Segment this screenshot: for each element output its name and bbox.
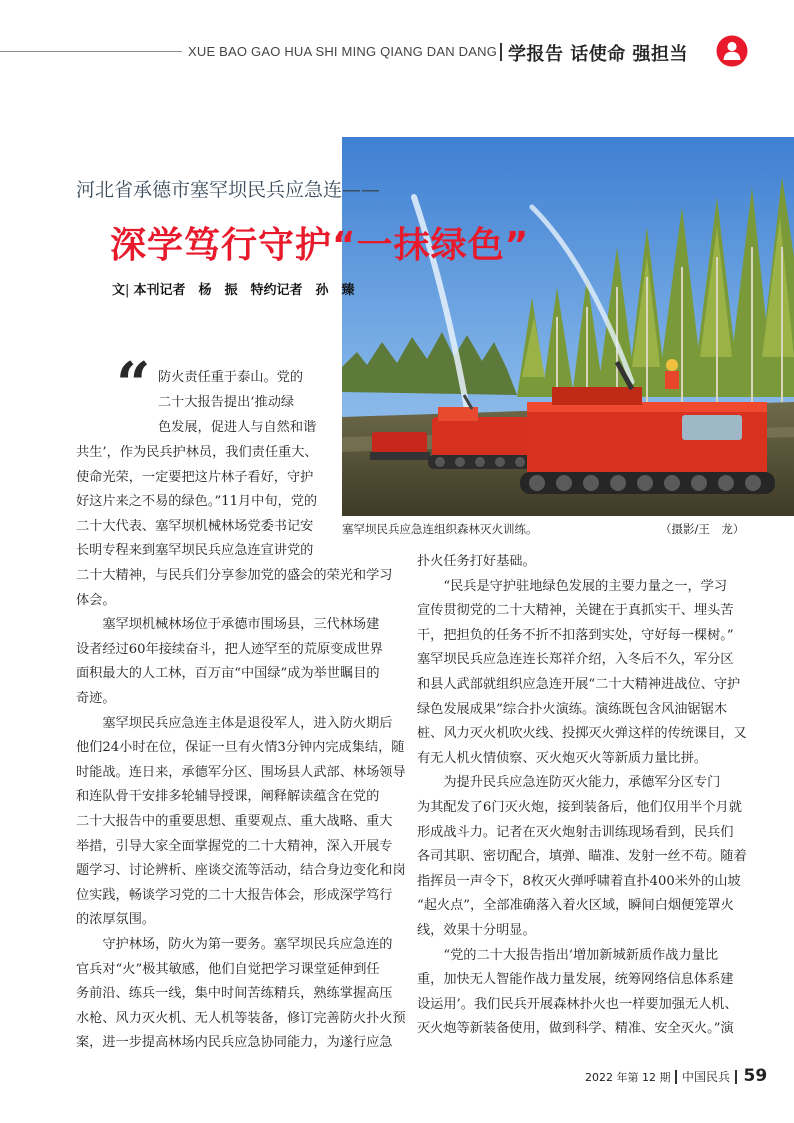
- paragraph-line: 设运用’。我们民兵开展森林扑火也一样要加强无人机、: [417, 996, 738, 1012]
- header-separator: [500, 43, 502, 61]
- paragraph-line: 桩、风力灭火机吹火线、投掷灭火弹这样的传统课目，又: [417, 726, 747, 742]
- paragraph-line: 的浓厚氛围。: [76, 912, 156, 928]
- paragraph-line: 举措，引导大家全面掌握党的二十大精神，深入开展专: [76, 838, 393, 854]
- paragraph-line: 水枪、风力灭火机、无人机等装备，修订完善防火扑火预: [76, 1010, 406, 1026]
- paragraph-line: “民兵是守护驻地绿色发展的主要力量之一，学习: [417, 578, 728, 594]
- paragraph-line: 塞罕坝民兵应急连主体是退役军人，进入防火期后: [76, 715, 393, 731]
- paragraph-line: 位实践，畅谈学习党的二十大报告体会，形成深学笃行: [76, 887, 393, 903]
- article-byline: [112, 279, 355, 298]
- paragraph-line: 塞罕坝机械林场位于承德市围场县，三代林场建: [76, 617, 380, 633]
- paragraph-line: 防火责任重于泰山。党的: [158, 370, 304, 385]
- header-chinese: 学报告 话使命 强担当: [508, 44, 689, 65]
- byline-prefix: 文: [112, 283, 126, 298]
- paragraph-line: 为提升民兵应急连防灭火能力，承德军分区专门: [417, 775, 721, 791]
- paragraph-line: 守护林场，防火为第一要务。塞罕坝民兵应急连的: [76, 937, 393, 952]
- photo-credit: （摄影/王 龙）: [660, 522, 745, 536]
- byline-bar: |: [125, 283, 134, 298]
- paragraph-line: 灭火炮等新装备使用，做到科学、精准、安全灭火。”演: [417, 1021, 734, 1037]
- paragraph-line: 各司其职、密切配合，填弹、瞄准、发射一丝不苟。随着: [417, 849, 747, 865]
- footer-separator: [735, 1070, 737, 1084]
- person-badge-icon: [716, 35, 748, 67]
- paragraph-line: 干，把担负的任务不折不扣落到实处，守好每一棵树。”: [417, 627, 734, 643]
- issue-number: 2022 年第 12 期: [585, 1071, 671, 1084]
- paragraph-line: 二十大报告中的重要思想、重要观点、重大战略、重大: [76, 814, 393, 829]
- paragraph-line: 二十大精神，与民兵们分享参加党的盛会的荣光和学习: [76, 568, 393, 583]
- page-footer: [585, 1066, 767, 1086]
- page-number: 59: [743, 1066, 768, 1086]
- paragraph-line: 色发展，促进人与自然和谐: [158, 420, 317, 435]
- paragraph-line: 时能战。连日来，承德军分区、围场县人武部、林场领导: [76, 764, 406, 780]
- paragraph-line: 和连队骨干安排多轮辅导授课，阐释解读蕴含在党的: [76, 789, 380, 805]
- paragraph-line: 官兵对“火”极其敏感，他们自觉把学习课堂延伸到任: [76, 961, 380, 977]
- paragraph-line: 他们24小时在位，保证一旦有火情3分钟内完成集结，随: [76, 740, 405, 756]
- header-english: XUE BAO GAO HUA SHI MING QIANG DAN DANG: [188, 44, 498, 59]
- paragraph-line: 二十大报告提出‘推动绿: [158, 395, 295, 410]
- paragraph-line: 指挥员一声令下，8枚灭火弹呼啸着直扑400米外的山坡: [417, 873, 741, 889]
- paragraph-line: 设者经过60年接续奋斗，把人迹罕至的荒原变成世界: [76, 641, 383, 657]
- paragraph-line: 宣传贯彻党的二十大精神，关键在于真抓实干、埋头苦: [417, 603, 734, 619]
- paragraph-line: 二十大代表、塞罕坝机械林场党委书记安: [76, 518, 314, 534]
- paragraph-line: 案，进一步提高林场内民兵应急协同能力，为遂行应急: [76, 1035, 393, 1051]
- paragraph-line: “党的二十大报告指出‘增加新城新质作战力量比: [417, 947, 719, 963]
- footer-separator: [675, 1070, 677, 1084]
- paragraph-line: 塞罕坝民兵应急连连长郑祥介绍，入冬后不久，军分区: [417, 652, 734, 668]
- paragraph-line: 长明专程来到塞罕坝民兵应急连宣讲党的: [76, 543, 314, 559]
- paragraph-line: 绿色发展成果”综合扑火演练。演练既包含风油锯锯木: [417, 701, 728, 717]
- forest-firefighting-photo: [342, 137, 794, 516]
- paragraph-line: 面积最大的人工林，百万亩“中国绿”成为举世瞩目的: [76, 666, 380, 682]
- paragraph-line: “起火点”，全部准确落入着火区域，瞬间白烟便笼罩火: [417, 898, 734, 914]
- paragraph-line: 和县人武部就组织应急连开展“二十大精神进战位、守护: [417, 677, 741, 692]
- article-title: 深学笃行守护“一抹绿色”: [110, 225, 530, 266]
- magazine-name: 中国民兵: [681, 1070, 730, 1084]
- caption-text: 塞罕坝民兵应急连组织森林灭火训练。: [342, 522, 538, 536]
- paragraph-line: 有无人机火情侦察、灭火炮灭火等新质力量比拼。: [417, 750, 708, 766]
- paragraph-line: 好这片来之不易的绿色。”11月中旬，党的: [76, 494, 318, 510]
- header-rule: [0, 51, 182, 52]
- paragraph-line: 使命光荣，一定要把这片林子看好，守护: [76, 469, 314, 485]
- open-quote-icon: “: [116, 350, 151, 420]
- paragraph-line: 共生’，作为民兵护林员，我们责任重大、: [76, 445, 318, 460]
- paragraph-line: 扑火任务打好基础。: [417, 554, 536, 569]
- paragraph-line: 形成战斗力。记者在灭火炮射击训练现场看到，民兵们: [417, 824, 734, 840]
- byline-authors: 本刊记者 杨 振 特约记者 孙 臻: [133, 283, 355, 298]
- paragraph-line: 重，加快无人智能作战力量发展，统筹网络信息体系建: [417, 972, 734, 988]
- photo-caption: [342, 519, 794, 539]
- paragraph-line: 奇迹。: [76, 691, 116, 706]
- paragraph-line: 线，效果十分明显。: [417, 923, 536, 938]
- article-subtitle: 河北省承德市塞罕坝民兵应急连——: [76, 179, 381, 201]
- paragraph-line: 体会。: [76, 592, 116, 608]
- paragraph-line: 务前沿、练兵一线，集中时间苦练精兵，熟练掌握高压: [76, 986, 393, 1002]
- paragraph-line: 为其配发了6门灭火炮，接到装备后，他们仅用半个月就: [417, 800, 742, 815]
- paragraph-line: 题学习、讨论辨析、座谈交流等活动，结合身边变化和岗: [76, 863, 406, 879]
